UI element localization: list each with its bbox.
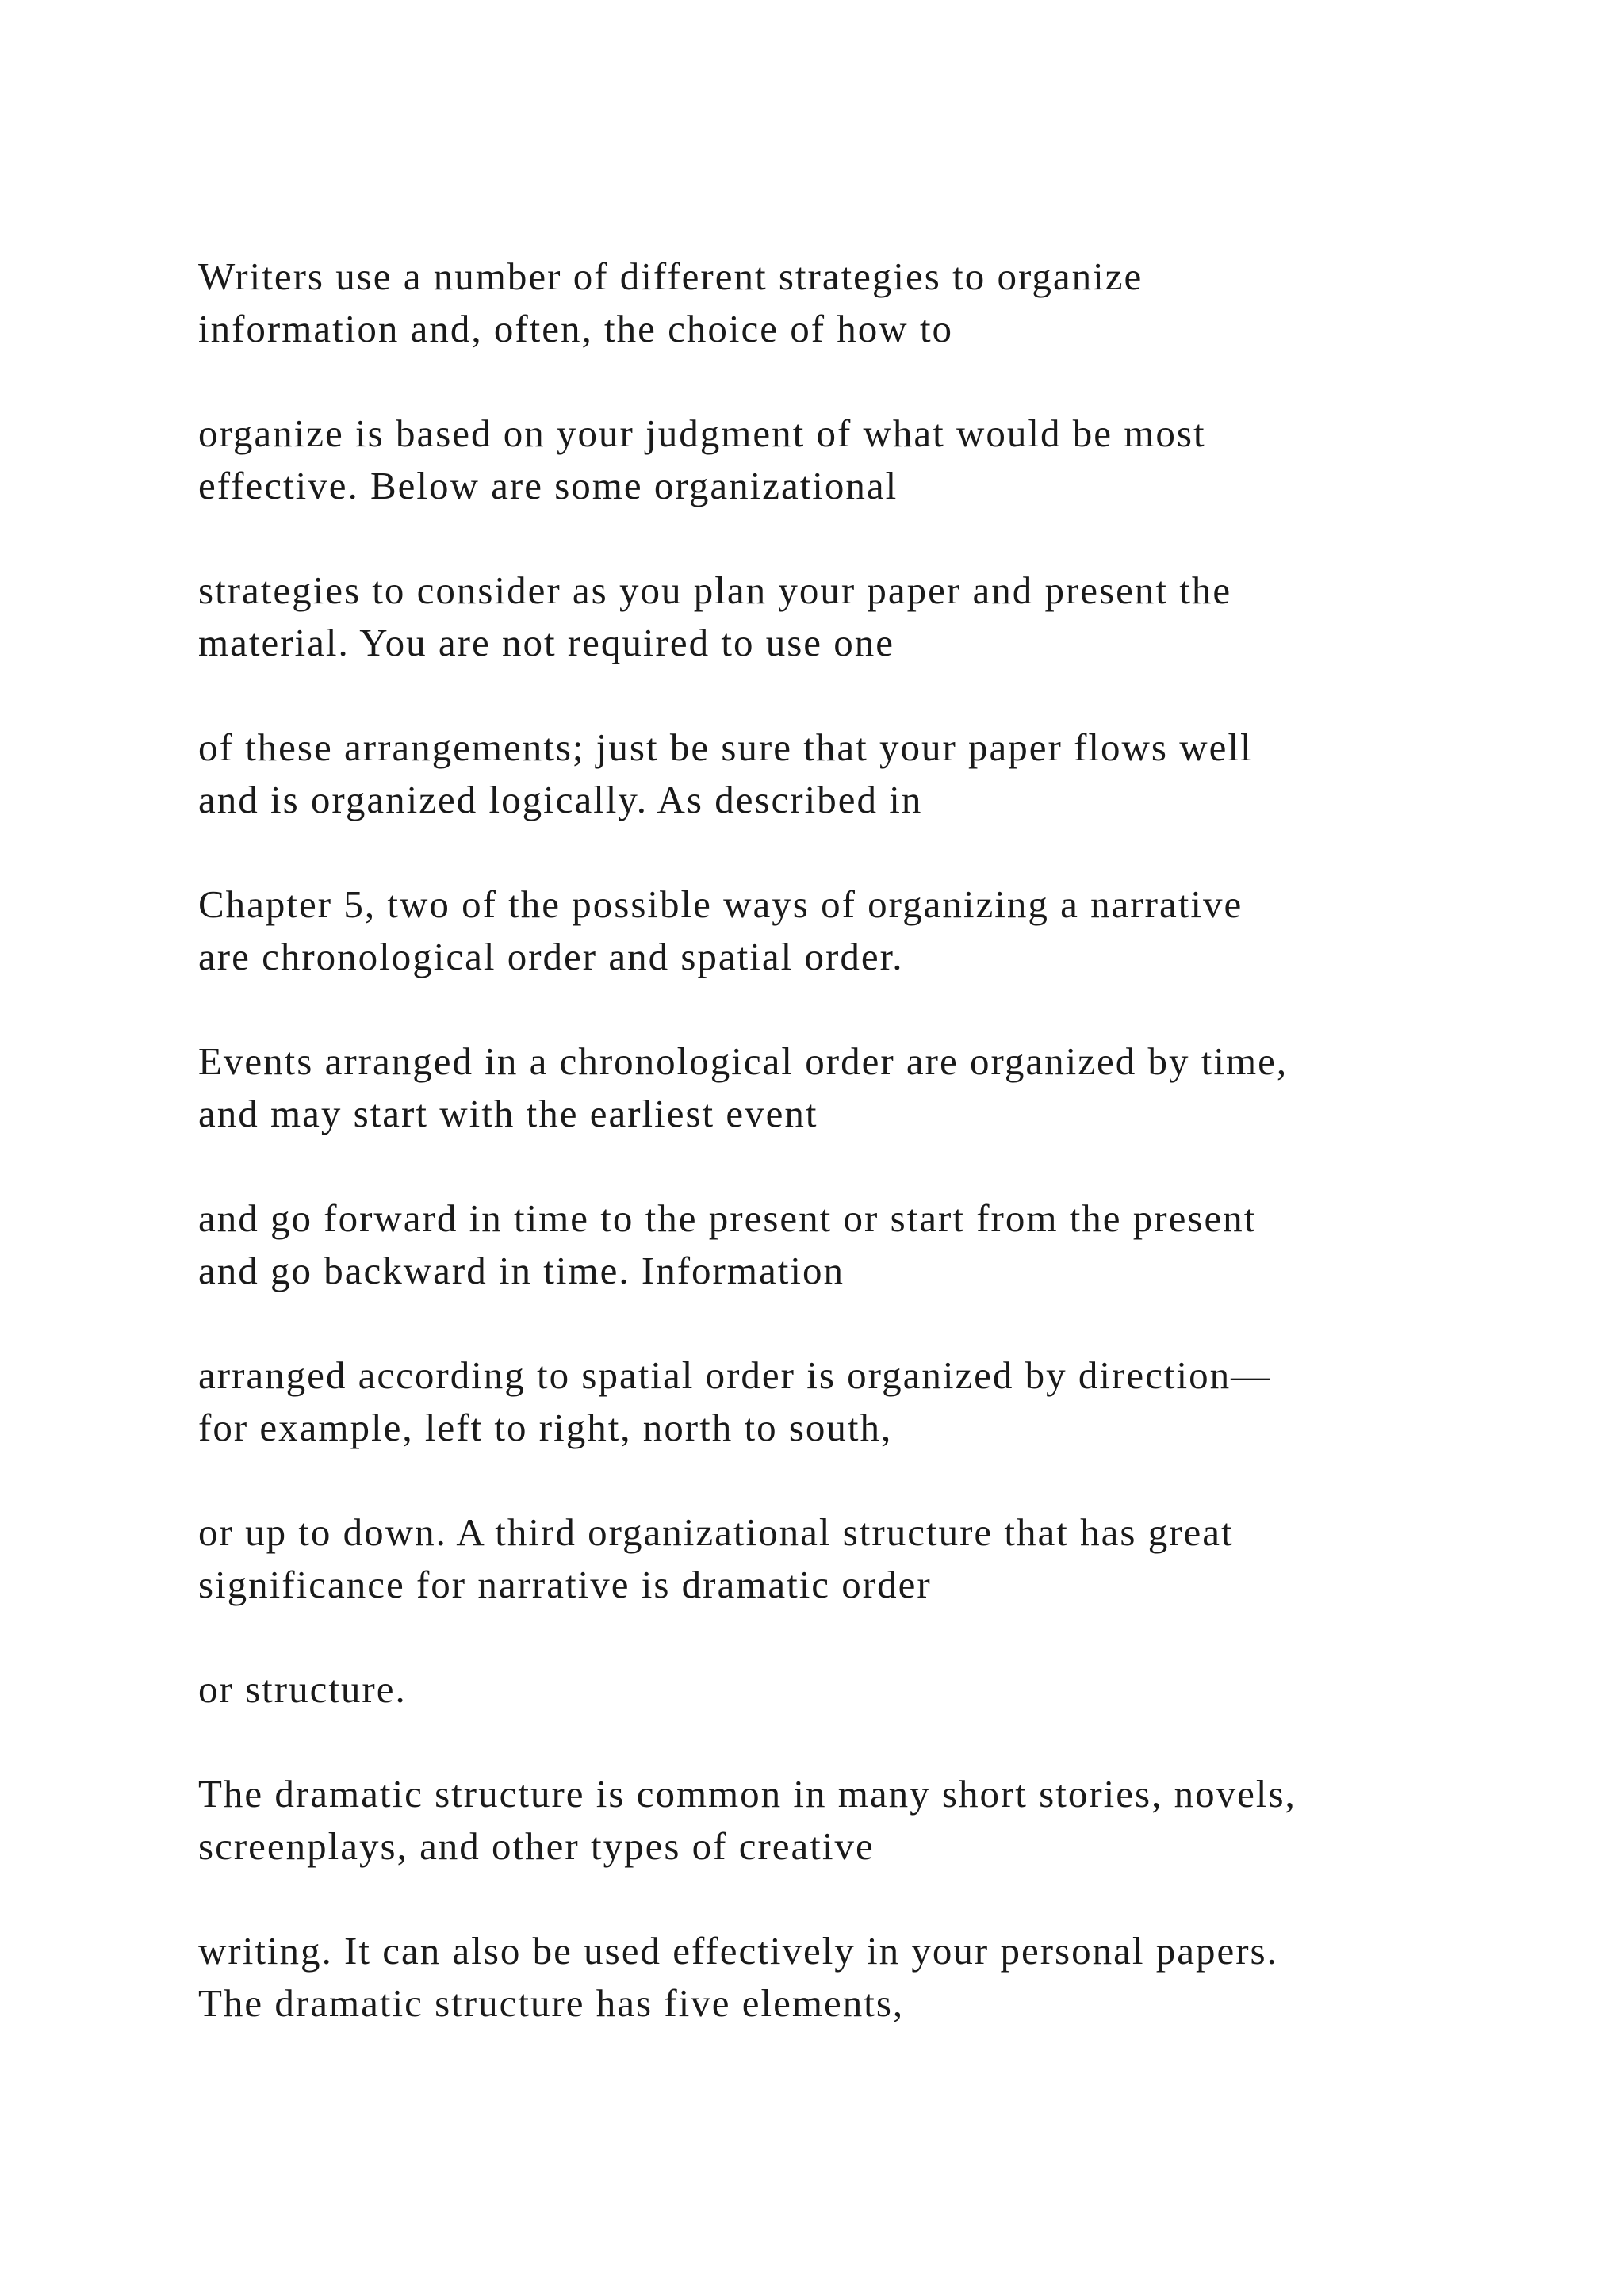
- text-line: and go forward in time to the present or start from the present: [198, 1196, 1257, 1240]
- text-line: and is organized logically. As described in: [198, 778, 923, 821]
- text-line: are chronological order and spatial order.: [198, 935, 904, 978]
- text-line: Chapter 5, two of the possible ways of organizing a narrative: [198, 882, 1243, 926]
- paragraph-9: [198, 1506, 1546, 1611]
- text-line: or structure.: [198, 1667, 407, 1711]
- paragraph-6: [198, 1035, 1546, 1140]
- text-line: writing. It can also be used effectively in your personal papers.: [198, 1929, 1278, 1973]
- paragraph-12: [198, 1925, 1546, 2030]
- body-text: [198, 251, 1546, 2082]
- text-line: or up to down. A third organizational structure that has great: [198, 1510, 1234, 1554]
- paragraph-2: [198, 408, 1546, 512]
- text-line: arranged according to spatial order is organized by direction—: [198, 1353, 1272, 1397]
- text-line: Events arranged in a chronological order are organized by time,: [198, 1039, 1289, 1083]
- text-line: significance for narrative is dramatic order: [198, 1563, 932, 1606]
- paragraph-4: [198, 721, 1546, 826]
- paragraph-8: [198, 1349, 1546, 1454]
- text-line: effective. Below are some organizational: [198, 464, 898, 507]
- paragraph-5: [198, 878, 1546, 983]
- text-line: material. You are not required to use one: [198, 621, 895, 664]
- text-line: information and, often, the choice of how to: [198, 307, 954, 350]
- paragraph-7: [198, 1192, 1546, 1297]
- text-line: of these arrangements; just be sure that your paper flows well: [198, 725, 1253, 769]
- paragraph-11: [198, 1768, 1546, 1873]
- text-line: organize is based on your judgment of what would be most: [198, 411, 1206, 455]
- text-line: for example, left to right, north to south,: [198, 1406, 893, 1449]
- text-line: The dramatic structure has five elements,: [198, 1981, 905, 2025]
- text-line: and may start with the earliest event: [198, 1092, 818, 1135]
- text-line: strategies to consider as you plan your paper and present the: [198, 568, 1232, 612]
- paragraph-3: [198, 564, 1546, 669]
- text-line: screenplays, and other types of creative: [198, 1824, 875, 1868]
- text-line: Writers use a number of different strategies to organize: [198, 254, 1143, 298]
- text-line: The dramatic structure is common in many short stories, novels,: [198, 1772, 1297, 1816]
- text-line: and go backward in time. Information: [198, 1249, 845, 1292]
- paragraph-1: [198, 251, 1546, 355]
- paragraph-10: [198, 1663, 1546, 1716]
